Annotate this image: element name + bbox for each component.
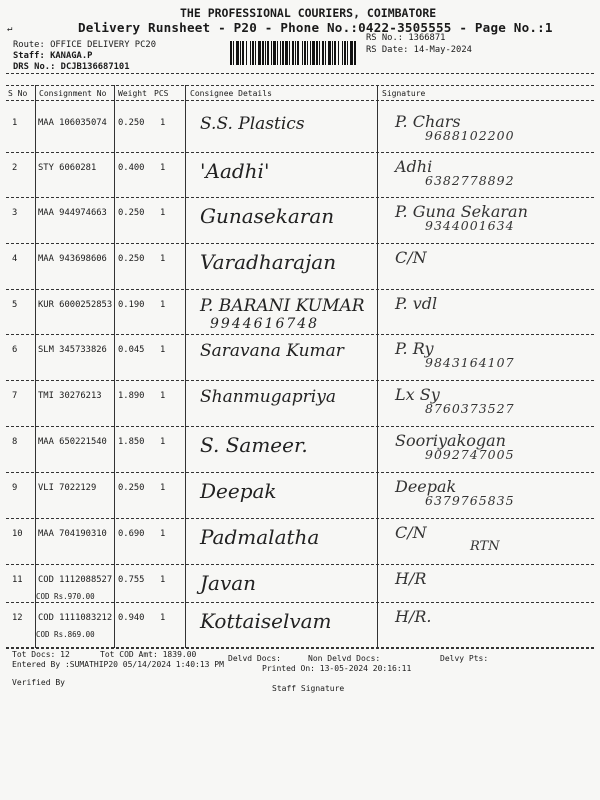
drs-number: DRS No.: DCJB136687101 bbox=[13, 62, 130, 72]
row-divider bbox=[6, 152, 594, 153]
row-weight: 0.690 bbox=[118, 529, 145, 539]
row-serial-number: 2 bbox=[12, 163, 18, 173]
consignee-name: Padmalatha bbox=[200, 525, 320, 549]
signature-handwriting: Sooriyakogan bbox=[395, 431, 506, 450]
row-weight: 1.850 bbox=[118, 437, 145, 447]
row-divider bbox=[6, 518, 594, 519]
consignee-name: Gunasekaran bbox=[200, 204, 335, 228]
consignee-name: S. Sameer. bbox=[200, 433, 308, 457]
signature-phone: 9688102200 bbox=[425, 128, 515, 143]
consignment-number: COD 1111083212 bbox=[38, 613, 113, 623]
consignment-number: KUR 6000252853 bbox=[38, 300, 113, 310]
consignment-number: COD 1112088527 bbox=[38, 575, 113, 585]
printed-on: Printed On: 13-05-2024 20:16:11 bbox=[262, 664, 412, 673]
signature-handwriting: C/N bbox=[395, 248, 427, 267]
col-header-weight: Weight bbox=[118, 89, 147, 98]
staff-signature: Staff Signature bbox=[272, 684, 345, 693]
consignment-number: TMI 30276213 bbox=[38, 391, 102, 401]
col-header-consignment: Consignment No bbox=[39, 89, 107, 98]
divider bbox=[6, 85, 594, 86]
barcode-bar bbox=[285, 41, 288, 65]
signature-handwriting: H/R. bbox=[395, 607, 432, 626]
company-name: THE PROFESSIONAL COURIERS, COIMBATORE bbox=[180, 6, 437, 20]
barcode-bar bbox=[304, 41, 306, 65]
barcode-bar bbox=[289, 41, 290, 65]
consignment-number: MAA 650221540 bbox=[38, 437, 107, 447]
row-pieces: 1 bbox=[160, 345, 166, 355]
signature-handwriting: H/R bbox=[395, 569, 427, 588]
consignee-phone: 9944616748 bbox=[210, 316, 320, 332]
consignee-name: Shanmugapriya bbox=[200, 387, 336, 407]
total-docs: Tot Docs: 12 bbox=[12, 650, 70, 659]
row-serial-number: 8 bbox=[12, 437, 18, 447]
barcode-bar bbox=[328, 41, 331, 65]
row-serial-number: 7 bbox=[12, 391, 18, 401]
barcode-bar bbox=[252, 41, 254, 65]
row-serial-number: 4 bbox=[12, 254, 18, 264]
divider bbox=[6, 100, 594, 101]
barcode-bar bbox=[255, 41, 256, 65]
entered-by: Entered By :SUMATHIP20 05/14/2024 1:40:13 PM bbox=[12, 660, 224, 669]
barcode-bar bbox=[310, 41, 311, 65]
barcode-bar bbox=[334, 41, 336, 65]
barcode-bar bbox=[242, 41, 244, 65]
barcode-bar bbox=[277, 41, 278, 65]
delivery-points: Delvy Pts: bbox=[440, 654, 489, 663]
barcode-bar bbox=[322, 41, 324, 65]
barcode-bar bbox=[236, 41, 239, 65]
consignee-name: Deepak bbox=[200, 479, 277, 503]
signature-handwriting: Deepak bbox=[395, 477, 457, 496]
signature-phone: 9092747005 bbox=[425, 447, 515, 462]
consignment-number: MAA 106035074 bbox=[38, 118, 107, 128]
barcode-bar bbox=[312, 41, 315, 65]
row-serial-number: 12 bbox=[12, 613, 23, 623]
row-divider bbox=[6, 197, 594, 198]
consignee-name: 'Aadhi' bbox=[200, 159, 270, 183]
barcode-bar bbox=[271, 41, 272, 65]
row-pieces: 1 bbox=[160, 483, 166, 493]
signature-handwriting: P. Ry bbox=[395, 339, 434, 358]
row-pieces: 1 bbox=[160, 529, 166, 539]
row-weight: 0.755 bbox=[118, 575, 145, 585]
row-weight: 0.045 bbox=[118, 345, 145, 355]
row-pieces: 1 bbox=[160, 575, 166, 585]
row-serial-number: 10 bbox=[12, 529, 23, 539]
delivered-docs: Delvd Docs: bbox=[228, 654, 281, 663]
col-header-pcs: PCS bbox=[154, 89, 169, 98]
row-serial-number: 11 bbox=[12, 575, 23, 585]
signature-handwriting: P. Chars bbox=[395, 112, 461, 131]
row-pieces: 1 bbox=[160, 391, 166, 401]
row-serial-number: 1 bbox=[12, 118, 18, 128]
barcode-bar bbox=[332, 41, 333, 65]
col-header-consignee: Consignee Details bbox=[190, 89, 272, 98]
barcode-bar bbox=[267, 41, 269, 65]
signature-handwriting: Lx Sy bbox=[395, 385, 440, 404]
barcode-bar bbox=[316, 41, 318, 65]
signature-phone: 6382778892 bbox=[425, 173, 515, 188]
divider bbox=[6, 73, 594, 74]
signature-phone: 6379765835 bbox=[425, 493, 515, 508]
row-weight: 1.890 bbox=[118, 391, 145, 401]
signature-handwriting: P. vdl bbox=[395, 294, 438, 313]
verified-by: Verified By bbox=[12, 678, 65, 687]
row-weight: 0.400 bbox=[118, 163, 145, 173]
barcode-bar bbox=[233, 41, 234, 65]
consignment-number: SLM 345733826 bbox=[38, 345, 107, 355]
row-pieces: 1 bbox=[160, 254, 166, 264]
barcode-bar bbox=[292, 41, 294, 65]
consignment-number: MAA 943698606 bbox=[38, 254, 107, 264]
row-serial-number: 5 bbox=[12, 300, 18, 310]
rs-number: RS No.: 1366871 bbox=[366, 33, 446, 43]
row-serial-number: 3 bbox=[12, 208, 18, 218]
barcode-bar bbox=[273, 41, 276, 65]
barcode-bar bbox=[344, 41, 346, 65]
row-pieces: 1 bbox=[160, 163, 166, 173]
total-cod-amount: Tot COD Amt: 1839.00 bbox=[100, 650, 197, 659]
barcode-bar bbox=[265, 41, 266, 65]
barcode-bar bbox=[338, 41, 339, 65]
row-divider bbox=[6, 289, 594, 290]
signature-phone: 9843164107 bbox=[425, 355, 515, 370]
signature-handwriting: Adhi bbox=[395, 157, 433, 176]
barcode-bar bbox=[342, 41, 343, 65]
route-text: Route: OFFICE DELIVERY PC20 bbox=[13, 40, 156, 50]
consignment-number: MAA 704190310 bbox=[38, 529, 107, 539]
row-serial-number: 9 bbox=[12, 483, 18, 493]
row-divider bbox=[6, 602, 594, 603]
barcode-bar bbox=[246, 41, 247, 65]
cod-amount: COD Rs.970.00 bbox=[36, 592, 95, 601]
row-divider bbox=[6, 243, 594, 244]
non-delivered-docs: Non Delvd Docs: bbox=[308, 654, 381, 663]
signature-handwriting: C/N bbox=[395, 523, 427, 542]
consignment-number: MAA 944974663 bbox=[38, 208, 107, 218]
barcode-bar bbox=[295, 41, 296, 65]
row-divider bbox=[6, 426, 594, 427]
barcode-bar bbox=[354, 41, 356, 65]
consignee-name: S.S. Plastics bbox=[200, 114, 305, 134]
row-weight: 0.940 bbox=[118, 613, 145, 623]
barcode-image bbox=[230, 41, 357, 65]
col-header-sno: S No bbox=[8, 89, 28, 98]
consignee-name: Saravana Kumar bbox=[200, 341, 344, 361]
barcode-bar bbox=[302, 41, 303, 65]
row-divider bbox=[6, 334, 594, 335]
signature-handwriting: P. Guna Sekaran bbox=[395, 202, 528, 221]
signature-phone: 9344001634 bbox=[425, 218, 515, 233]
row-weight: 0.250 bbox=[118, 483, 145, 493]
row-pieces: 1 bbox=[160, 208, 166, 218]
row-weight: 0.250 bbox=[118, 118, 145, 128]
divider bbox=[6, 648, 594, 649]
barcode-bar bbox=[325, 41, 326, 65]
cod-amount: COD Rs.869.00 bbox=[36, 630, 95, 639]
barcode-bar bbox=[230, 41, 232, 65]
row-pieces: 1 bbox=[160, 613, 166, 623]
consignee-name: Javan bbox=[200, 571, 257, 595]
barcode-bar bbox=[350, 41, 353, 65]
barcode-bar bbox=[240, 41, 241, 65]
row-weight: 0.250 bbox=[118, 208, 145, 218]
col-header-signature: Signature bbox=[382, 89, 426, 98]
row-divider bbox=[6, 472, 594, 473]
row-weight: 0.250 bbox=[118, 254, 145, 264]
consignment-number: VLI 7022129 bbox=[38, 483, 97, 493]
consignment-number: STY 6060281 bbox=[38, 163, 97, 173]
page-mark: ↵ bbox=[7, 24, 13, 34]
barcode-bar bbox=[258, 41, 261, 65]
row-serial-number: 6 bbox=[12, 345, 18, 355]
runsheet-title: Delivery Runsheet - P20 - Phone No.:0422-3505555 - Page No.:1 bbox=[78, 20, 553, 35]
barcode-bar bbox=[250, 41, 251, 65]
row-divider bbox=[6, 380, 594, 381]
barcode-bar bbox=[347, 41, 348, 65]
row-pieces: 1 bbox=[160, 300, 166, 310]
rs-date: RS Date: 14-May-2024 bbox=[366, 45, 472, 55]
barcode-bar bbox=[319, 41, 320, 65]
barcode-bar bbox=[262, 41, 264, 65]
barcode-bar bbox=[297, 41, 299, 65]
row-divider bbox=[6, 564, 594, 565]
signature-phone: 8760373527 bbox=[425, 401, 515, 416]
consignee-name: Kottaiselvam bbox=[200, 609, 332, 633]
barcode-bar bbox=[282, 41, 284, 65]
row-pieces: 1 bbox=[160, 118, 166, 128]
consignee-name: Varadharajan bbox=[200, 250, 337, 274]
barcode-bar bbox=[280, 41, 281, 65]
signature-note: RTN bbox=[470, 539, 500, 554]
staff-text: Staff: KANAGA.P bbox=[13, 51, 93, 61]
consignee-name: P. BARANI KUMAR bbox=[200, 296, 365, 316]
barcode-bar bbox=[307, 41, 308, 65]
row-weight: 0.190 bbox=[118, 300, 145, 310]
row-pieces: 1 bbox=[160, 437, 166, 447]
